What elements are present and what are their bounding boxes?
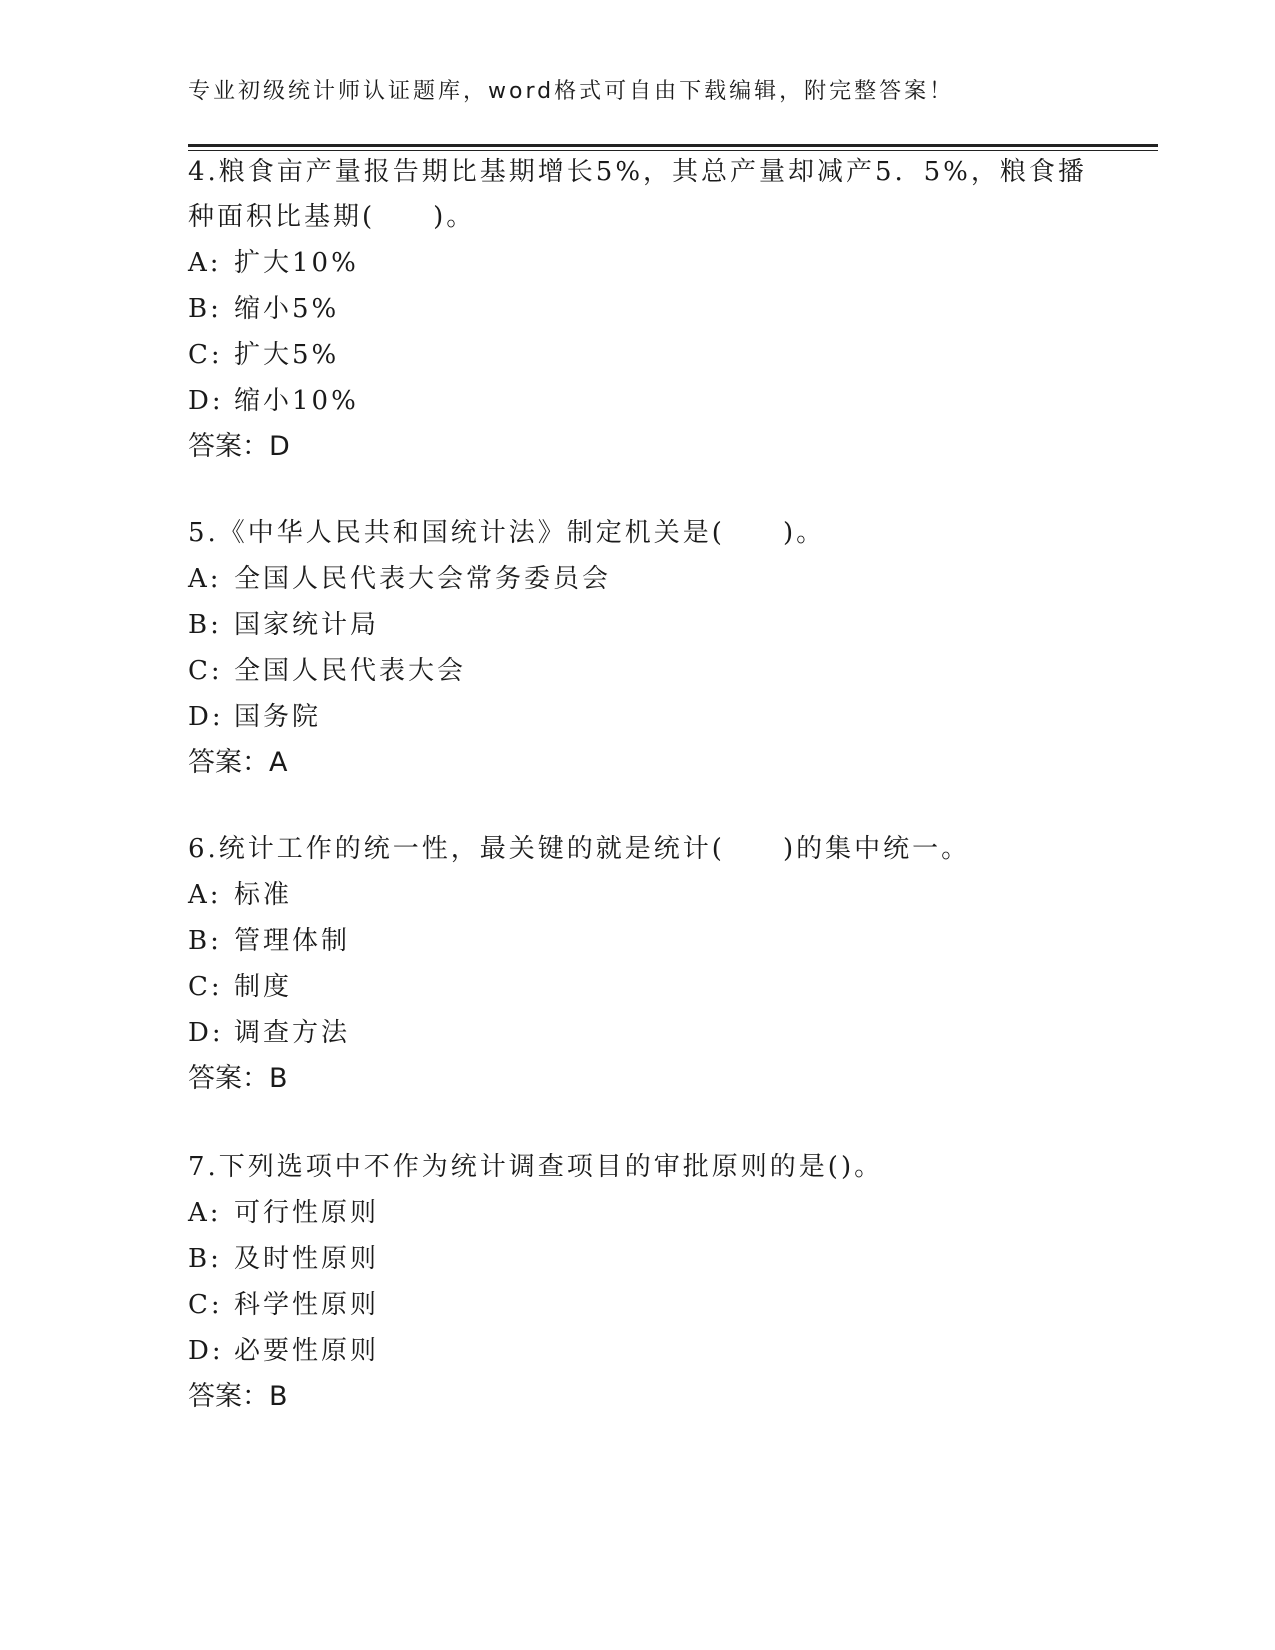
document-header: 专业初级统计师认证题库，word格式可自由下载编辑，附完整答案！	[188, 79, 955, 104]
option-key: C:	[188, 1290, 223, 1320]
option-b	[188, 602, 1108, 648]
option-text: 管理体制	[234, 926, 351, 956]
option-key: A:	[188, 880, 222, 910]
option-text: 标准	[234, 880, 293, 910]
option-text: 及时性原则	[234, 1244, 380, 1274]
option-text: 扩大5%	[234, 340, 340, 370]
option-key: C:	[188, 340, 223, 370]
option-b	[188, 286, 1108, 332]
question-5	[188, 511, 1108, 786]
option-d	[188, 378, 1108, 424]
option-a	[188, 872, 1108, 918]
option-a	[188, 556, 1108, 602]
option-d	[188, 694, 1108, 740]
option-key: B:	[188, 1244, 222, 1274]
option-text: 必要性原则	[234, 1336, 380, 1366]
option-b	[188, 918, 1108, 964]
option-key: B:	[188, 926, 222, 956]
option-text: 制度	[234, 972, 293, 1002]
answer: 答案：B	[188, 1063, 288, 1094]
option-c	[188, 1282, 1108, 1328]
question-6	[188, 827, 1108, 1102]
question-7	[188, 1145, 1108, 1420]
option-key: C:	[188, 972, 223, 1002]
option-key: B:	[188, 610, 222, 640]
option-key: B:	[188, 294, 222, 324]
option-b	[188, 1236, 1108, 1282]
option-c	[188, 332, 1108, 378]
option-a	[188, 1190, 1108, 1236]
question-stem: 6.统计工作的统一性，最关键的就是统计( )的集中统一。	[188, 834, 971, 864]
question-stem: 7.下列选项中不作为统计调查项目的审批原则的是()。	[188, 1152, 884, 1182]
option-key: A:	[188, 1198, 222, 1228]
option-c	[188, 964, 1108, 1010]
question-stem: 5.《中华人民共和国统计法》制定机关是( )。	[188, 518, 826, 548]
option-text: 国务院	[234, 702, 322, 732]
option-a	[188, 240, 1108, 286]
option-key: A:	[188, 564, 222, 594]
option-key: A:	[188, 248, 222, 278]
option-key: D:	[188, 386, 224, 416]
question-stem-continued: 种面积比基期( )。	[188, 202, 476, 232]
question-stem: 4.粮食亩产量报告期比基期增长5%，其总产量却减产5．5%，粮食播	[188, 157, 1087, 187]
option-key: D:	[188, 1336, 224, 1366]
option-text: 科学性原则	[234, 1290, 380, 1320]
option-d	[188, 1010, 1108, 1056]
answer: 答案：D	[188, 431, 290, 462]
option-text: 全国人民代表大会	[234, 656, 467, 686]
question-4	[188, 150, 1108, 470]
option-text: 缩小5%	[234, 294, 340, 324]
answer: 答案：A	[188, 747, 288, 778]
option-d	[188, 1328, 1108, 1374]
option-c	[188, 648, 1108, 694]
option-text: 国家统计局	[234, 610, 380, 640]
answer: 答案：B	[188, 1381, 288, 1412]
option-text: 缩小10%	[234, 386, 359, 416]
header-divider-thick	[188, 144, 1158, 147]
option-text: 可行性原则	[234, 1198, 380, 1228]
option-key: D:	[188, 702, 224, 732]
option-key: D:	[188, 1018, 224, 1048]
option-key: C:	[188, 656, 223, 686]
option-text: 调查方法	[234, 1018, 351, 1048]
option-text: 全国人民代表大会常务委员会	[234, 564, 612, 594]
option-text: 扩大10%	[234, 248, 359, 278]
